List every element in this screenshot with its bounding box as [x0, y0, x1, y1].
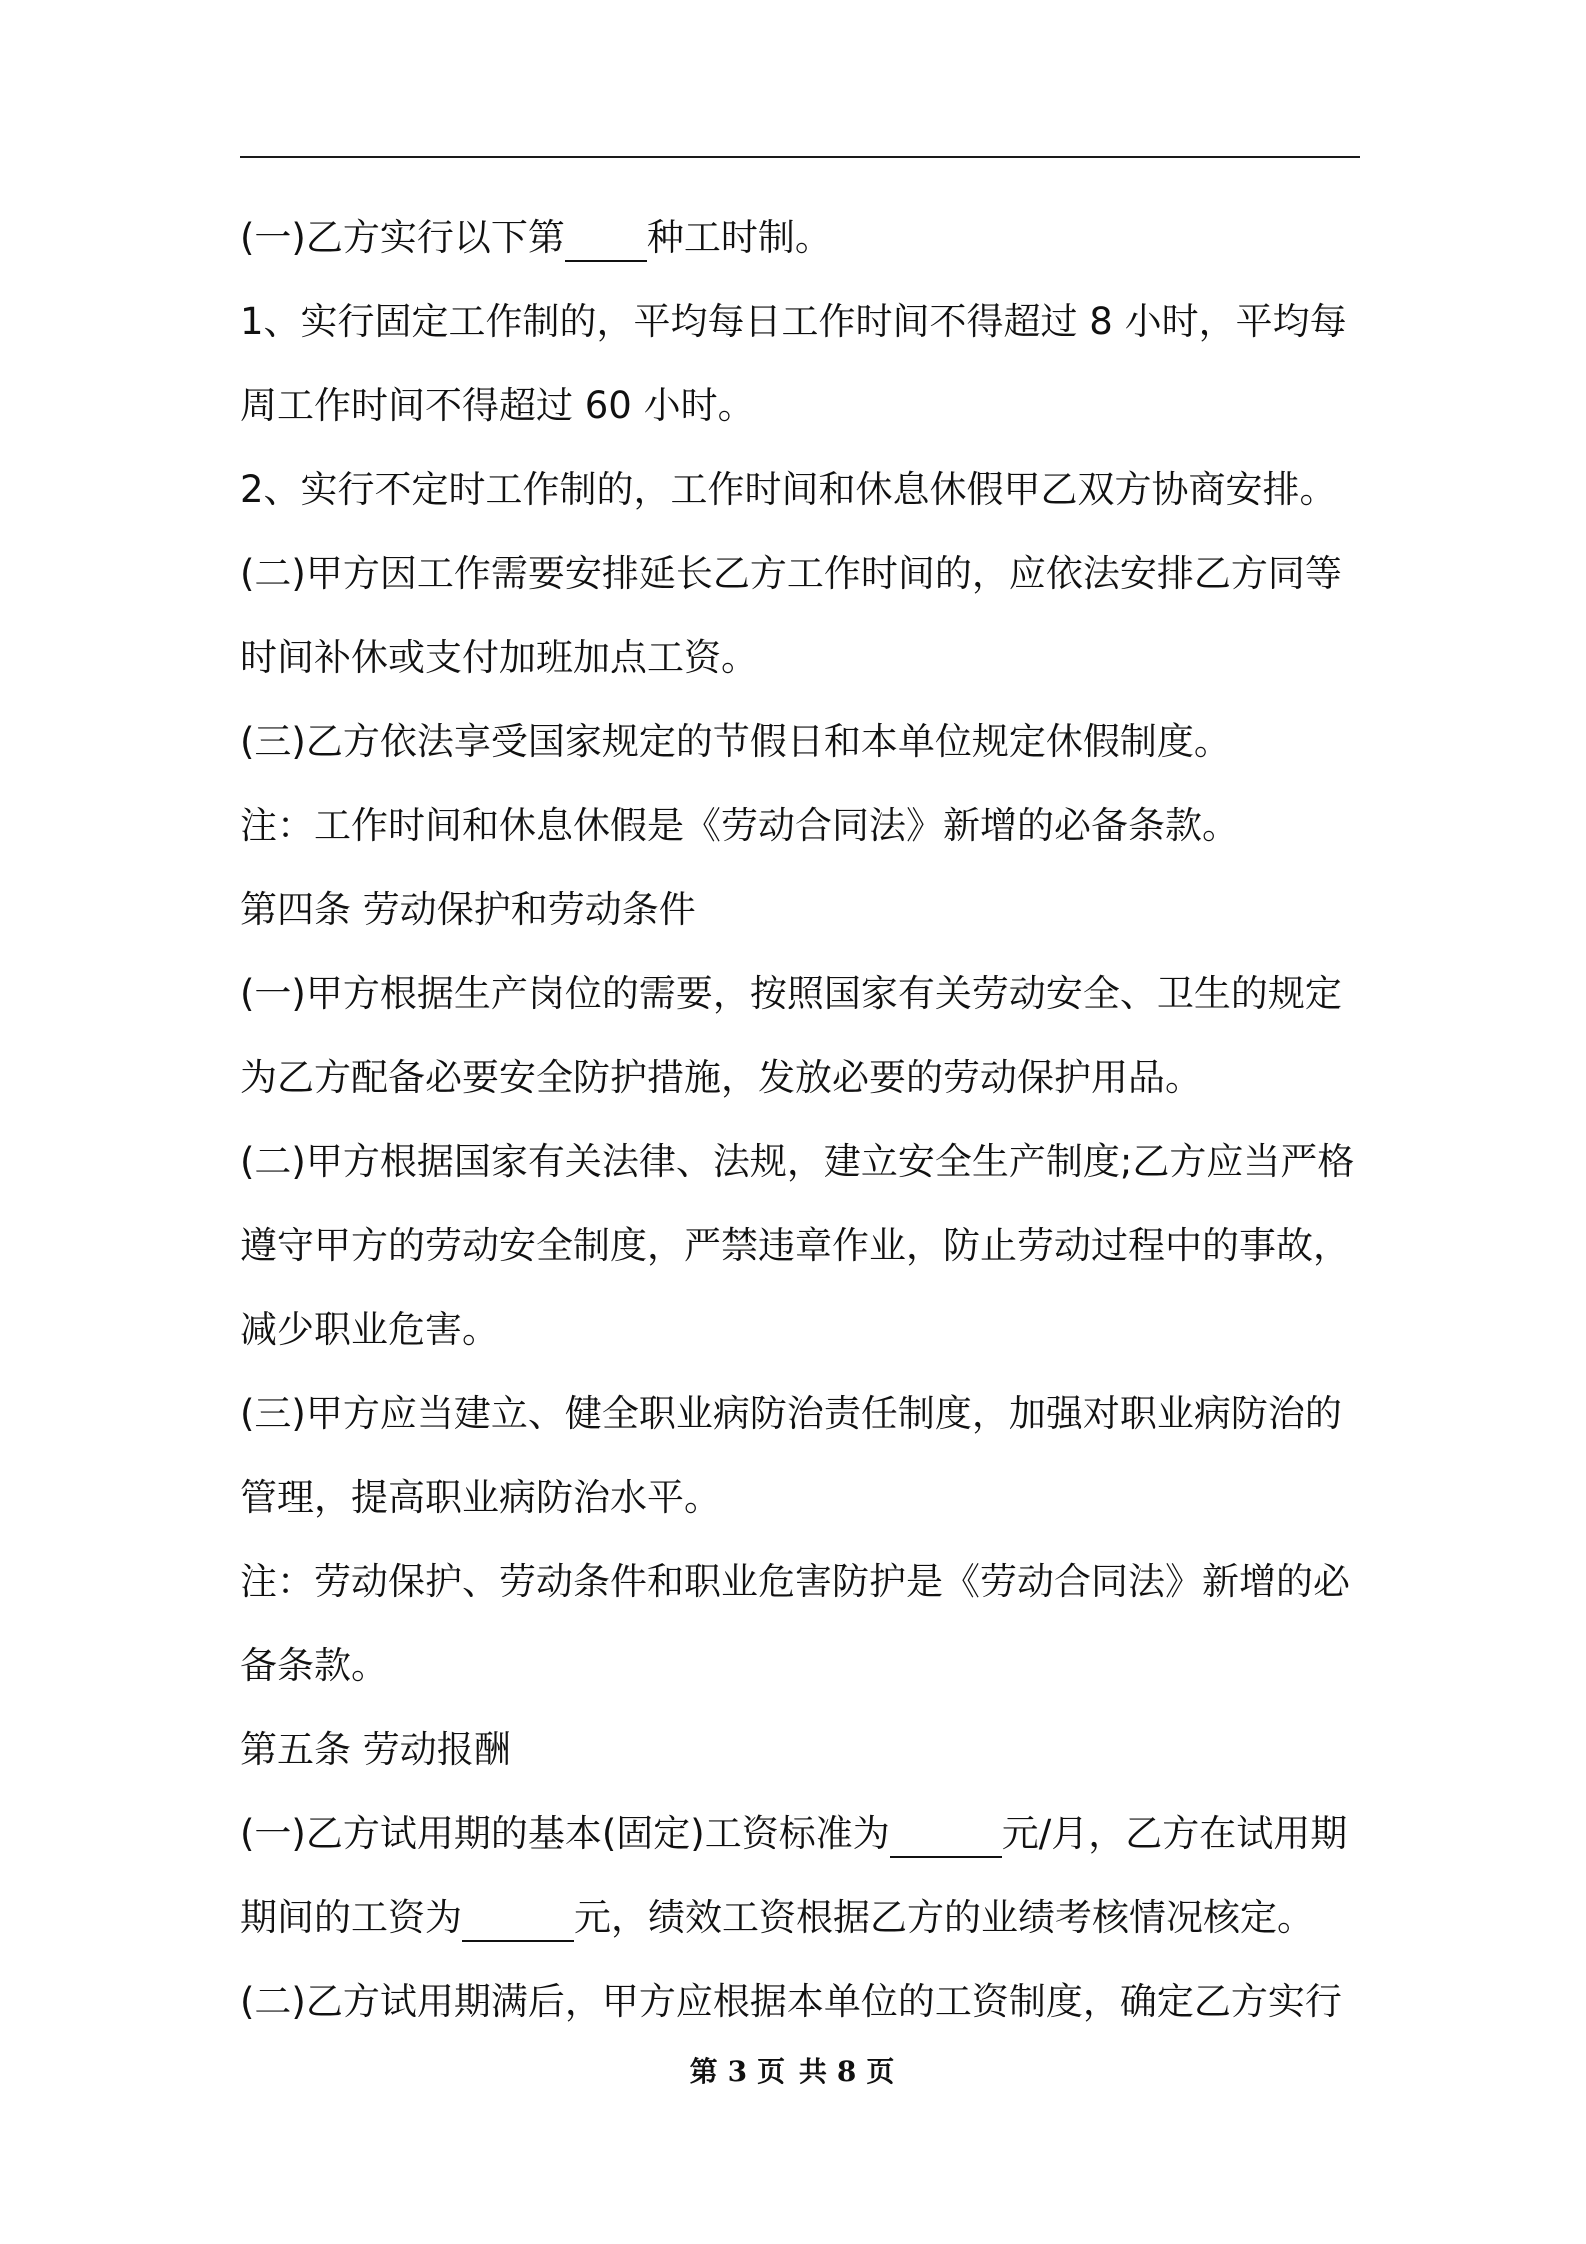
text-line-2: 1、实行固定工作制的，平均每日工作时间不得超过 8 小时，平均每 — [240, 300, 1347, 343]
text-line-1: (一)乙方实行以下第 种工时制。 — [240, 196, 1365, 280]
page-footer — [0, 2050, 1586, 2090]
text-line-3: 周工作时间不得超过 60 小时。 — [240, 384, 755, 427]
document-body — [240, 196, 1365, 2044]
section-heading-5: 第五条 劳动报酬 — [240, 1728, 511, 1771]
text-line-20: (一)乙方试用期的基本(固定)工资标准为 元/月，乙方在试用期 — [240, 1792, 1365, 1876]
text-line-21: 期间的工资为 元，绩效工资根据乙方的业绩考核情况核定。 — [240, 1876, 1365, 1960]
fill-in-blank — [462, 1896, 574, 1942]
text-line-22: (二)乙方试用期满后，甲方应根据本单位的工资制度，确定乙方实行 — [240, 1980, 1342, 2023]
fill-in-blank — [890, 1812, 1002, 1858]
text-line-15: (三)甲方应当建立、健全职业病防治责任制度，加强对职业病防治的 — [240, 1392, 1342, 1435]
footer-total-pages: 8 — [836, 2055, 859, 2088]
section-heading-4: 第四条 劳动保护和劳动条件 — [240, 888, 696, 931]
text-line-14: 减少职业危害。 — [240, 1308, 499, 1351]
note-line-2-cont: 备条款。 — [240, 1644, 388, 1687]
footer-page-number: 3 — [727, 2055, 750, 2088]
text-line-4: 2、实行不定时工作制的，工作时间和休息休假甲乙双方协商安排。 — [240, 468, 1337, 511]
text-line-7: (三)乙方依法享受国家规定的节假日和本单位规定休假制度。 — [240, 720, 1231, 763]
text-line-10: (一)甲方根据生产岗位的需要，按照国家有关劳动安全、卫生的规定 — [240, 972, 1342, 1015]
text-line-12: (二)甲方根据国家有关法律、法规，建立安全生产制度;乙方应当严格 — [240, 1140, 1355, 1183]
text-line-13: 遵守甲方的劳动安全制度，严禁违章作业，防止劳动过程中的事故， — [240, 1224, 1350, 1267]
fill-in-blank — [565, 216, 647, 262]
text-line-16: 管理，提高职业病防治水平。 — [240, 1476, 721, 1519]
note-line-2: 注：劳动保护、劳动条件和职业危害防护是《劳动合同法》新增的必 — [240, 1560, 1350, 1603]
footer-suffix: 页 — [866, 2055, 897, 2088]
footer-prefix: 第 — [689, 2055, 720, 2088]
note-line-1: 注：工作时间和休息休假是《劳动合同法》新增的必备条款。 — [240, 804, 1239, 847]
text-line-6: 时间补休或支付加班加点工资。 — [240, 636, 758, 679]
text-line-11: 为乙方配备必要安全防护措施，发放必要的劳动保护用品。 — [240, 1056, 1202, 1099]
footer-middle: 页 共 — [757, 2055, 829, 2088]
header-rule — [240, 156, 1360, 158]
text-line-5: (二)甲方因工作需要安排延长乙方工作时间的，应依法安排乙方同等 — [240, 552, 1342, 595]
